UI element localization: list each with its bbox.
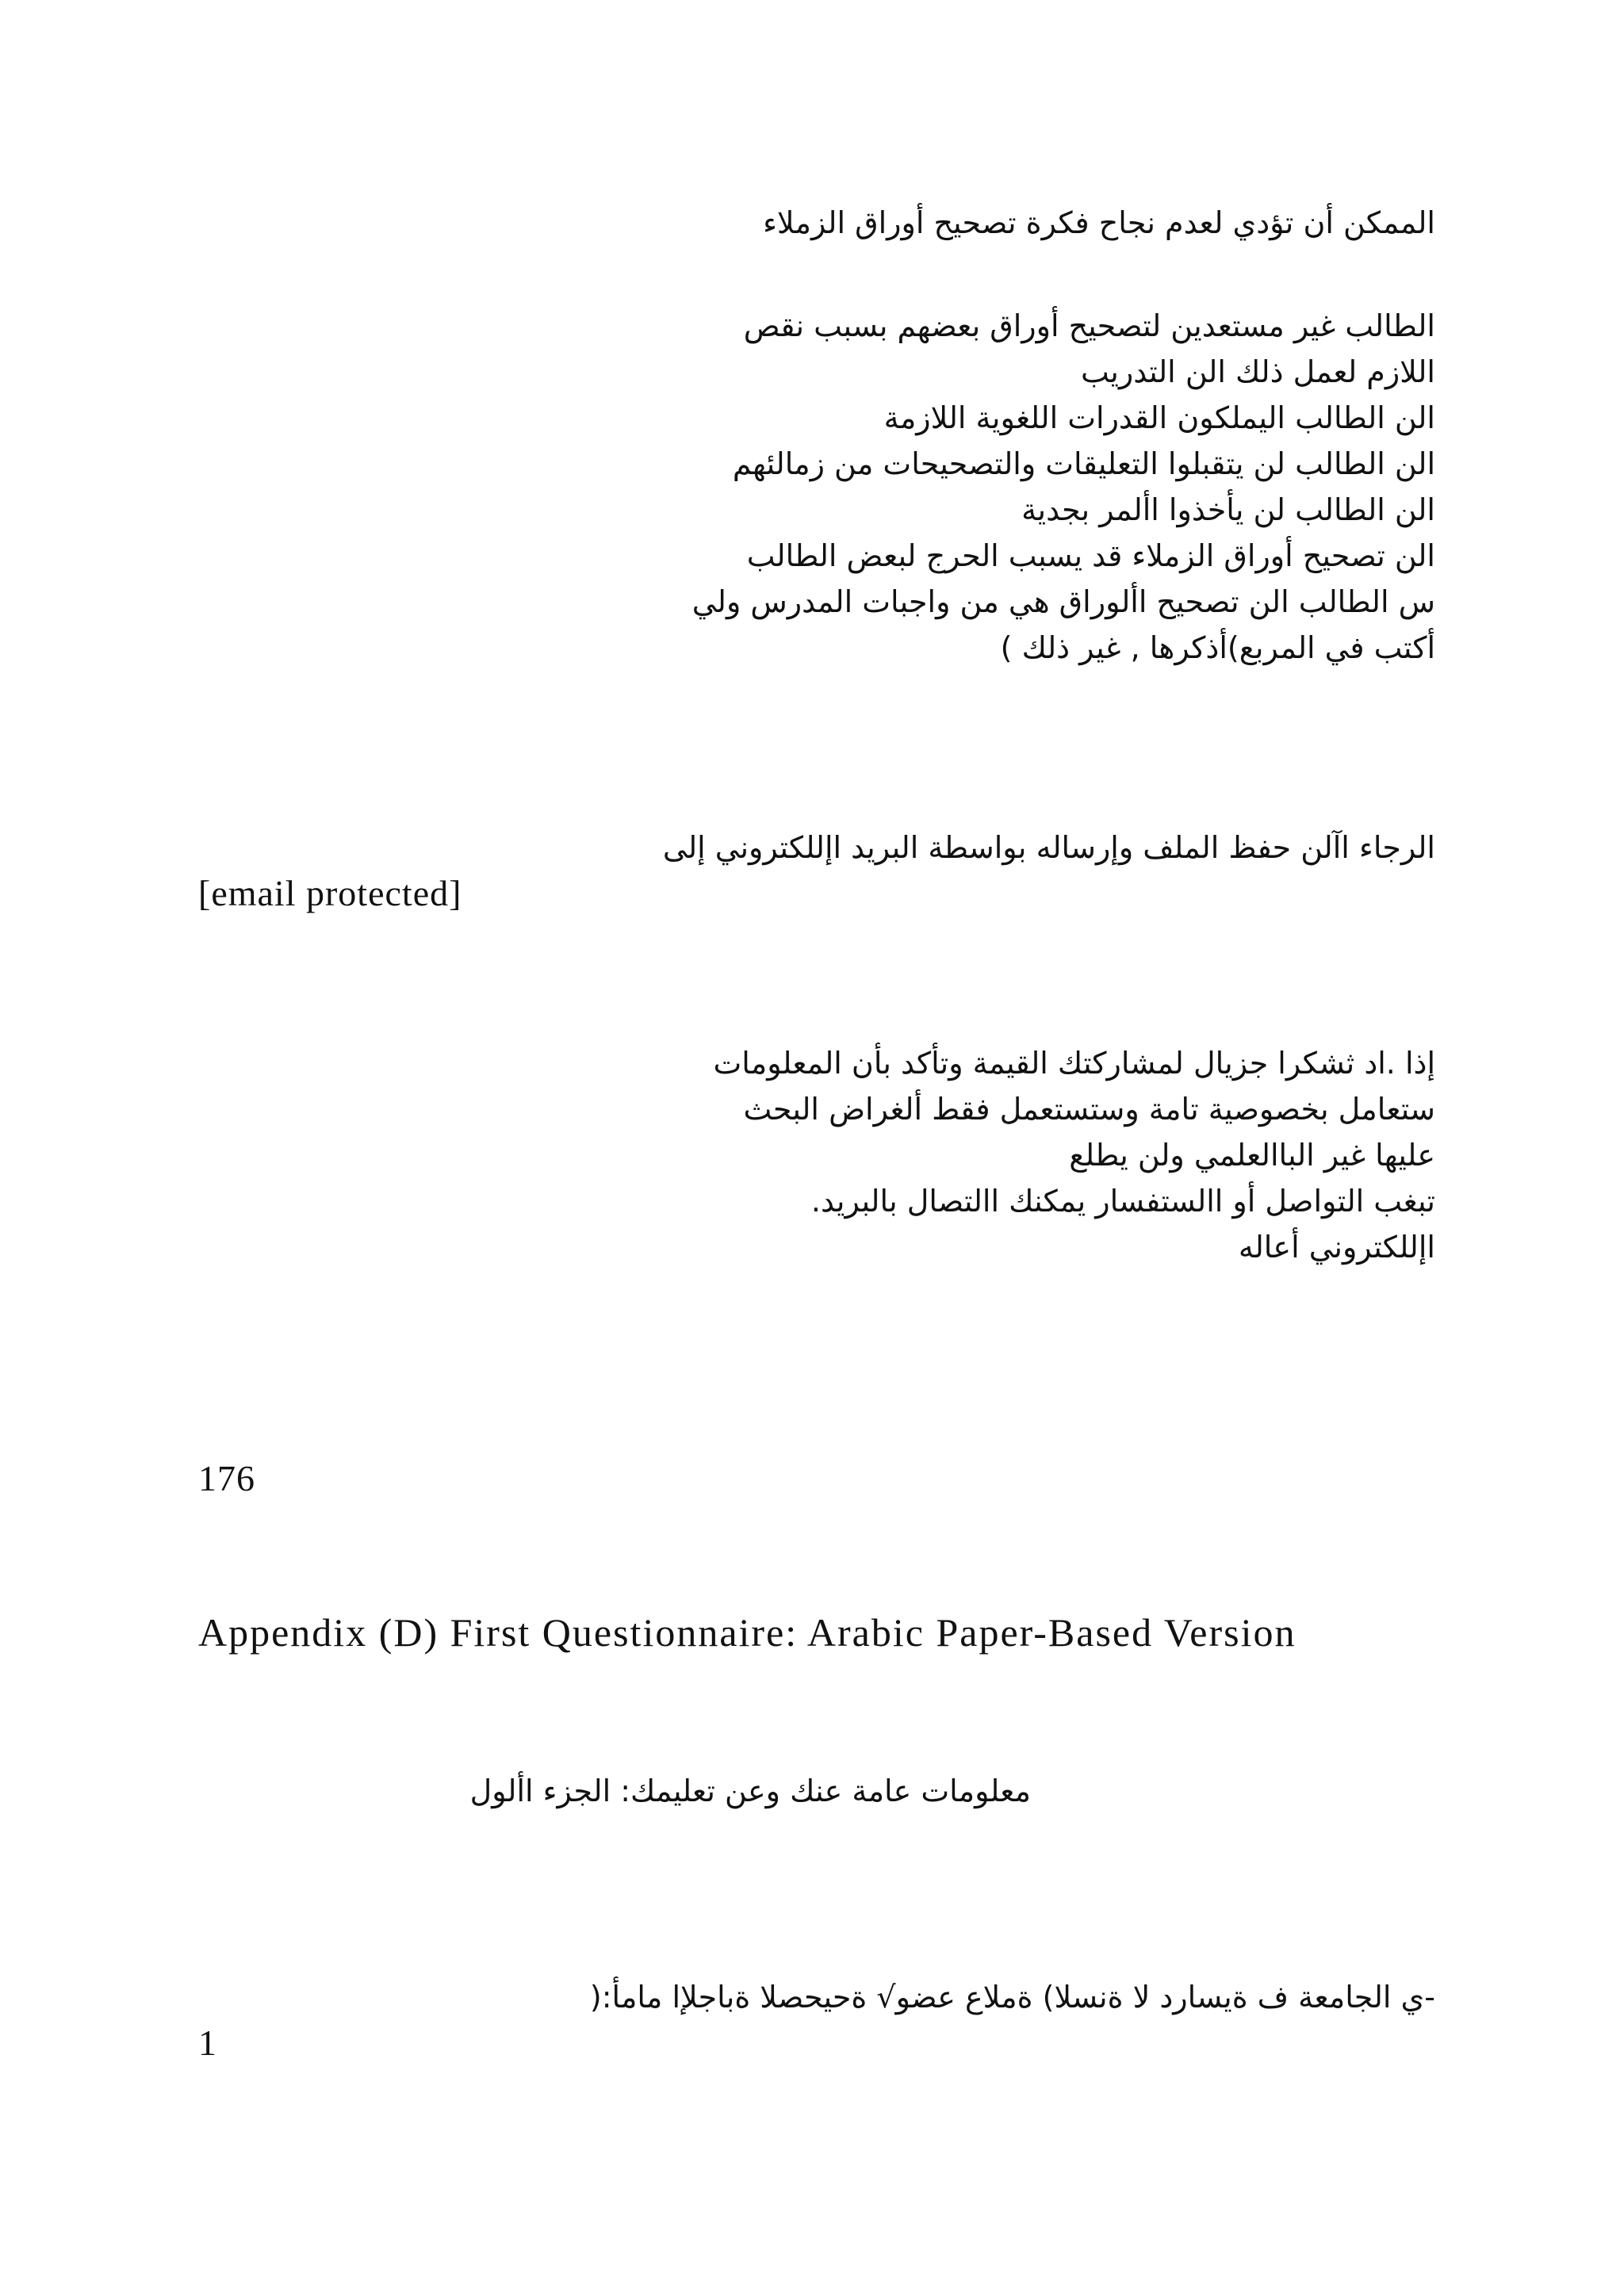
part-title: معلومات عامة عنك وعن تعليمك: الجزء األول — [469, 1774, 1031, 1808]
page-number: 176 — [198, 1458, 255, 1498]
thank-you-note — [198, 1040, 1435, 1270]
option-line: الن الطالب لن يتقبلوا التعليقات والتصحيحات من زمالئهم — [732, 446, 1435, 481]
question-text: -ي الجامعة ف ةيسارد لا ةنسلا) ةملاع عضو√ ةحيحصلا ةباجلإا مامأ:( — [589, 1980, 1435, 2015]
option-line: الن الطالب اليملكون القدرات اللغوية اللازمة — [883, 400, 1435, 435]
instruction-line: الرجاء اآلن حفظ الملف وإرساله بواسطة البريد اإللكتروني إلى — [662, 830, 1435, 865]
option-line: س الطالب الن تصحيح األوراق هي من واجبات المدرس ولي — [691, 584, 1435, 619]
note-line: اإللكتروني أعاله — [1238, 1230, 1435, 1265]
option-line: الن الطالب لن يأخذوا األمر بجدية — [1021, 492, 1435, 527]
note-line: تبغب التواصل أو االستفسار يمكنك االتصال بالبريد. — [810, 1184, 1435, 1219]
question-1 — [198, 1974, 1435, 2066]
question-number: 1 — [198, 2022, 217, 2063]
option-line: اللازم لعمل ذلك الن التدريب — [1080, 354, 1435, 389]
email-address: [email protected] — [198, 873, 462, 913]
option-line: الطالب غير مستعدين لتصحيح أوراق بعضهم بسبب نقص — [743, 308, 1435, 343]
question-title: الممكن أن تؤدي لعدم نجاح فكرة تصحيح أوراق الزملاء — [763, 205, 1435, 240]
appendix-heading: Appendix (D) First Questionnaire: Arabic Paper-Based Version — [198, 1610, 1297, 1655]
note-line: ستعامل بخصوصية تامة وستستعمل فقط ألغراض البحث — [743, 1092, 1435, 1127]
note-line: عليها غير الباالعلمي ولن يطلع — [1069, 1138, 1435, 1173]
note-line: إذا .اد ثشكرا جزيال لمشاركتك القيمة وتأكد بأن المعلومات — [713, 1046, 1435, 1081]
option-line: الن تصحيح أوراق الزملاء قد يسبب الحرج لبعض الطالب — [746, 538, 1435, 573]
option-line: أكتب في المربع)أذكرها , غير ذلك ) — [1000, 630, 1435, 665]
submission-instructions — [198, 825, 1435, 916]
options-list — [198, 303, 1435, 671]
